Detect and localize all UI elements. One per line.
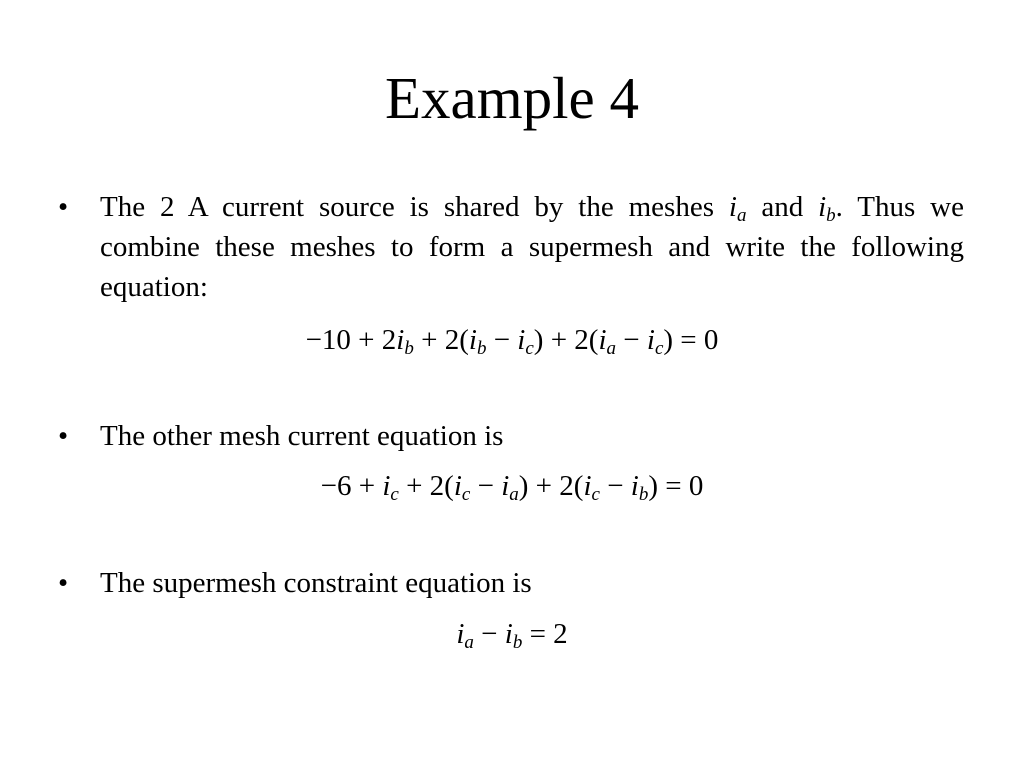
bullet-text-2: The other mesh current equation is: [100, 420, 504, 452]
bullet-text-3: The supermesh constraint equation is: [100, 567, 532, 599]
equation-supermesh-kvl: $-10 + 2i_b + 2(i_b - i_c) + 2(i_a - i_c) = 0$: [305, 324, 719, 359]
bullet-icon: •: [58, 191, 69, 223]
bullet-text-1: The 2 A current source is shared by the meshes $i_a$ and $i_b$. Thus we combine these meshes to form a supermesh and write the following equation:: [100, 191, 964, 303]
bullet-icon: •: [58, 567, 69, 599]
equation-mesh-c: $-6 + i_c + 2(i_c - i_a) + 2(i_c - i_b) = 0$: [320, 470, 704, 505]
equation-constraint: $i_a - i_b = 2$: [456, 618, 568, 653]
bullet-icon: •: [58, 420, 69, 452]
bullet-item-2: [58, 416, 964, 456]
bullet-item-1: [58, 187, 964, 307]
bullet-item-3: [58, 563, 964, 603]
slide-title: Example 4: [385, 65, 639, 131]
